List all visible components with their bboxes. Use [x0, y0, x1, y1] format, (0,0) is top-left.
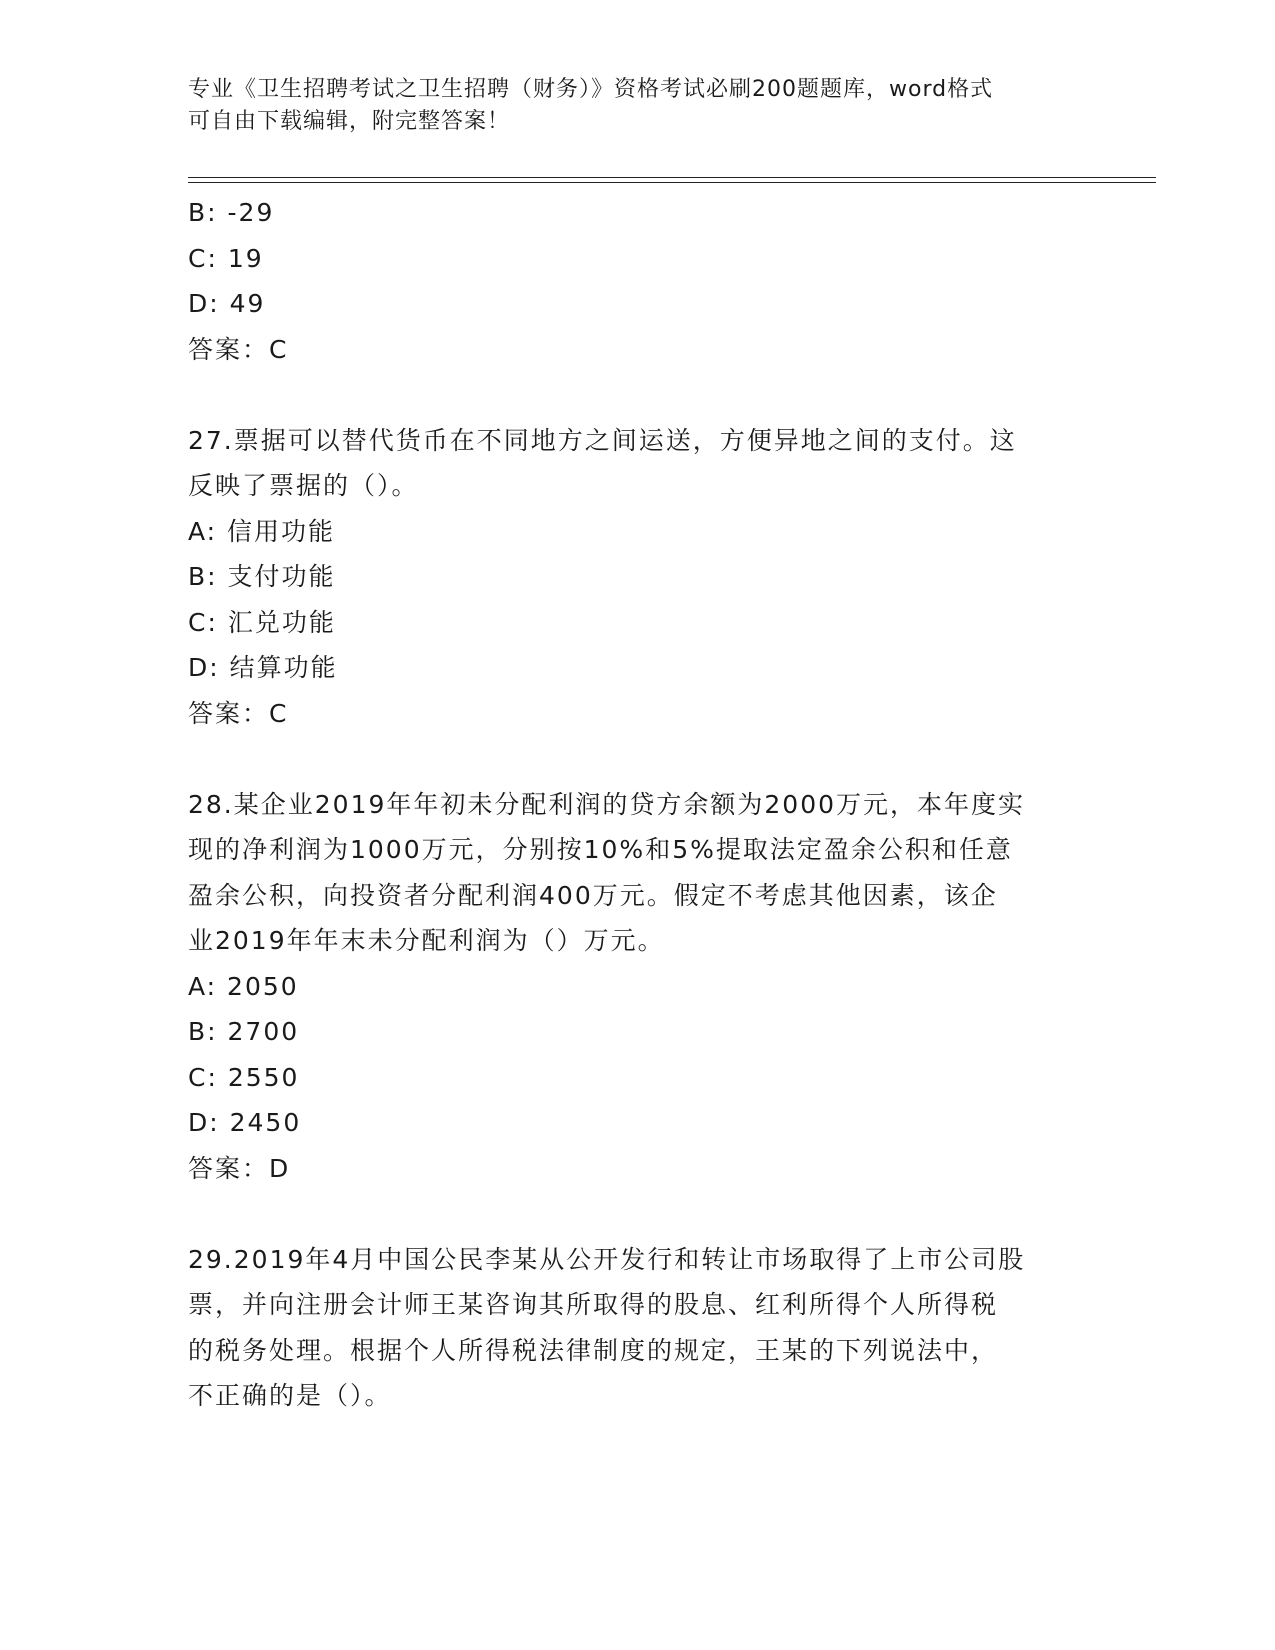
question-text-line: 现的净利润为1000万元，分别按10%和5%提取法定盈余公积和任意: [188, 835, 1013, 864]
answer-line: 答案：C: [188, 698, 289, 728]
question-text-line: 盈余公积，向投资者分配利润400万元。假定不考虑其他因素，该企: [188, 880, 998, 910]
option-d: D: 结算功能: [188, 653, 338, 682]
document-body: [188, 190, 1088, 1419]
question-26-tail: [188, 190, 1088, 372]
option-a: A: 2050: [188, 971, 299, 1001]
header-divider-bottom: [188, 182, 1156, 183]
question-text-line: 28.某企业2019年年初未分配利润的贷方余额为2000万元，本年度实: [188, 789, 1026, 819]
question-28: [188, 782, 1088, 1192]
document-header: [188, 74, 1088, 138]
option-d: D: 2450: [188, 1108, 302, 1137]
question-text-line: 27.票据可以替代货币在不同地方之间运送，方便异地之间的支付。这: [188, 425, 1017, 455]
header-divider-top: [188, 177, 1156, 178]
option-b: B: 支付功能: [188, 562, 336, 591]
question-29: [188, 1237, 1088, 1419]
option-a: A: 信用功能: [188, 516, 336, 546]
question-27: [188, 418, 1088, 737]
question-text-line: 业2019年年末未分配利润为（）万元。: [188, 926, 665, 955]
question-text-line: 反映了票据的（）。: [188, 471, 419, 500]
option-b: B: -29: [188, 198, 275, 227]
header-title-line-1: 专业《卫生招聘考试之卫生招聘（财务）》资格考试必刷200题题库，word格式: [188, 77, 994, 102]
option-c: C: 19: [188, 243, 264, 273]
question-text-line: 的税务处理。根据个人所得税法律制度的规定，王某的下列说法中，: [188, 1335, 999, 1365]
option-c: C: 2550: [188, 1062, 300, 1092]
spacer: [188, 372, 1088, 418]
option-d: D: 49: [188, 289, 266, 318]
answer-line: 答案：C: [188, 334, 289, 364]
spacer: [188, 736, 1088, 782]
option-b: B: 2700: [188, 1017, 300, 1046]
option-c: C: 汇兑功能: [188, 607, 336, 637]
answer-line: 答案：D: [188, 1153, 291, 1183]
header-title-line-2: 可自由下载编辑，附完整答案！: [188, 109, 511, 134]
question-text-line: 29.2019年4月中国公民李某从公开发行和转让市场取得了上市公司股: [188, 1244, 1026, 1274]
question-text-line: 不正确的是（）。: [188, 1381, 392, 1410]
question-text-line: 票，并向注册会计师王某咨询其所取得的股息、红利所得个人所得税: [188, 1290, 999, 1319]
spacer: [188, 1191, 1088, 1237]
